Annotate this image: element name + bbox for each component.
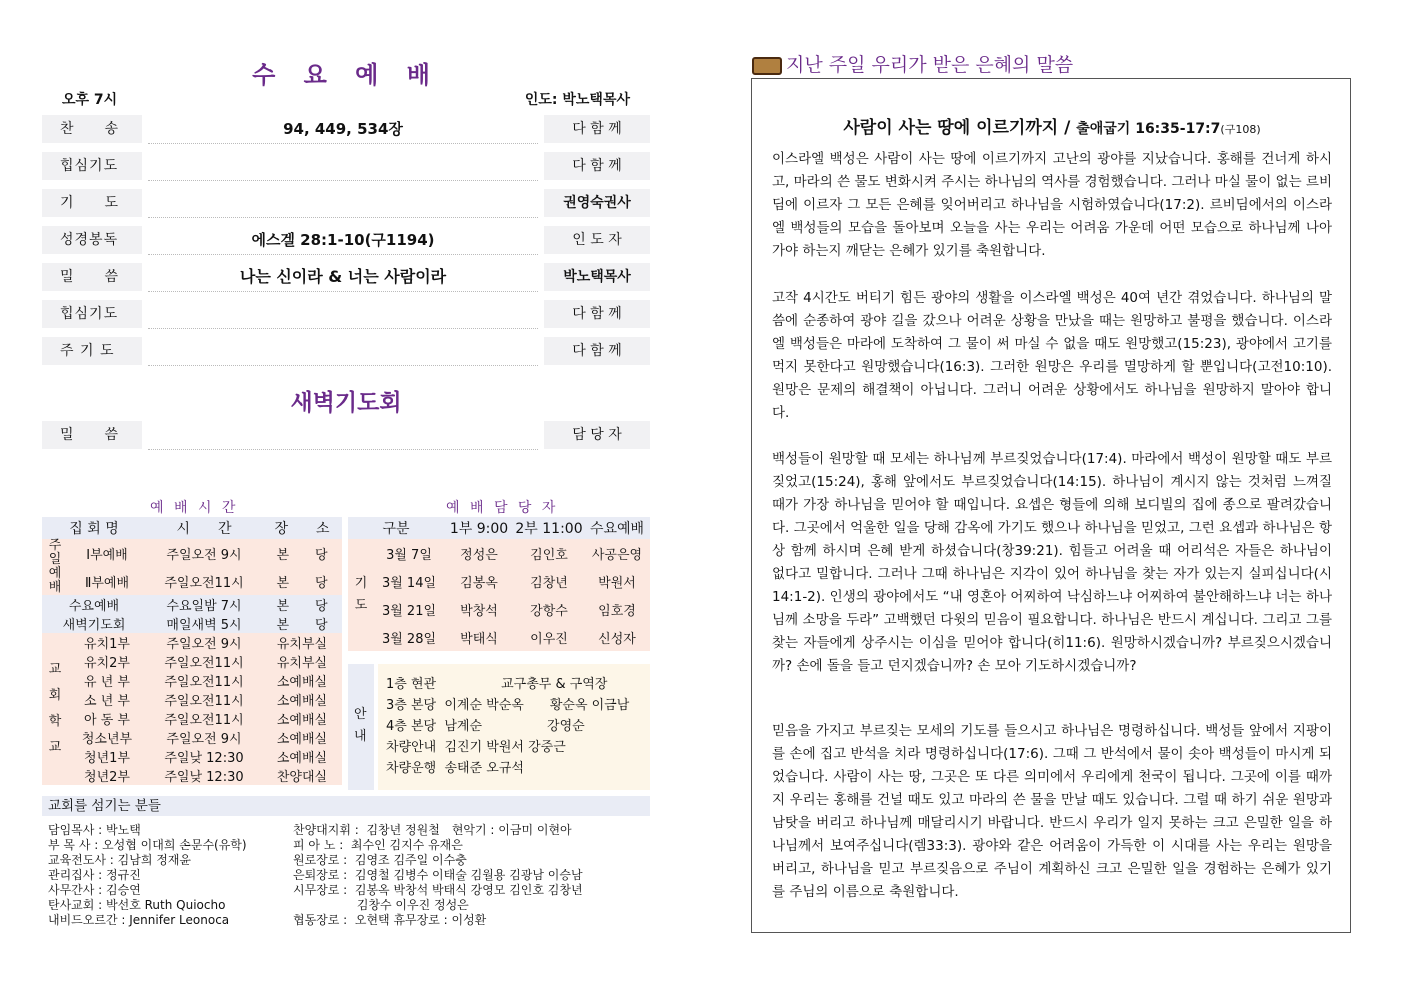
dawn-item-who: 담 당 자: [544, 421, 650, 449]
table-row: [348, 539, 650, 567]
table-cell: 김봉옥: [444, 567, 514, 595]
table-row: [42, 709, 342, 728]
order-item-name: 찬 송: [42, 115, 142, 143]
table-cell: 박태식: [444, 623, 514, 651]
schedule-table: [42, 517, 342, 785]
table-cell: 유치부실: [262, 652, 342, 671]
table-cell: 유치부실: [262, 633, 342, 652]
order-item-content: [148, 152, 538, 181]
order-item-content: [148, 337, 538, 366]
table-cell: 유치2부: [68, 652, 146, 671]
staff-line: 탄사교회 : 박선호 Ruth Quiocho: [48, 898, 226, 912]
table-header: 2부 11:00: [514, 517, 584, 539]
table-cell: 박창석: [444, 595, 514, 623]
table-cell: 소 년 부: [68, 690, 146, 709]
table-row: [42, 766, 342, 785]
table-row: [42, 614, 342, 633]
bible-icon: [752, 57, 782, 75]
staff-title: 교회를 섬기는 분들: [42, 796, 650, 816]
service-time: 오후 7시: [62, 92, 118, 108]
order-item-who: 권영숙권사: [544, 189, 650, 217]
staff-line: 시무장로 : 김봉옥 박창석 박태식 강영모 김인호 김창년: [293, 883, 583, 897]
table-cell: 청소년부: [68, 728, 146, 747]
sunday-label: 주일예배: [42, 539, 68, 595]
table-row: [348, 567, 650, 595]
order-item-name: 기 도: [42, 189, 142, 217]
table-cell: Ⅰ부예배: [68, 539, 146, 567]
service-leader: 인도: 박노택목사: [524, 92, 630, 108]
sermon-paragraph: 백성들이 원망할 때 모세는 하나님께 부르짖었습니다(17:4). 마라에서 백성이 원망할 때도 부르짖었고(15:24), 홍해 앞에서도 부르짖었습니다(14:15). 하나님이 계시지 않는 것처럼 느껴질 때가 가장 하나님을 믿어야 할 때입니다. 요셉은 형들에 의해 보디빌의 집에 종으로 팔려갔습니다. 그곳에서 억울한 일을 당해 감옥에 가기도 했으나 하나님을 믿었고, 그런 요셉과 하나님은 항상 함께 하시며 은혜 받게 하셨습니다(창39:21). 힘들고 어려울 때 어리석은 자들은 하나님이 없다고 밀합니다. 그러나 그때 하나님은 지각이 있어 하나님을 찾는 자가 있는지 실피십니다(시14:1-2). 인생의 광야에서도 “내 영혼아 어찌하여 낙심하느냐 어찌하여 불안해하느냐 너는 하나님께 소망을 두라” 고백했던 다윗의 믿음이 필요합니다. 하나님은 반드시 계십니다. 그리고 그를 찾는 자들에게 상주시는 이심을 믿어야 합니다(히11:6). 원망하시겠습니까? 부르짖으시겠습니까? 손에 돌을 들고 던지겠습니까? 손 모아 기도하시겠습니까?: [772, 451, 1332, 674]
order-row: [42, 115, 650, 143]
table-cell: 신성자: [584, 623, 650, 651]
table-row: [42, 728, 342, 747]
table-header: 구분: [348, 517, 444, 539]
table-row: [42, 671, 342, 690]
table-cell: 유 년 부: [68, 671, 146, 690]
table-cell: Ⅱ부예배: [68, 567, 146, 595]
sermon-reference: 출애굽기 16:35-17:7: [1076, 121, 1221, 137]
table-cell: 주일오전 9시: [146, 539, 262, 567]
table-cell: 정성은: [444, 539, 514, 567]
table-row: [42, 595, 342, 614]
prayer-label: 기도: [348, 539, 374, 651]
order-item-name: 밀 씀: [42, 263, 142, 291]
table-row: [348, 623, 650, 651]
table-cell: 소예배실: [262, 747, 342, 766]
order-item-content: 에스겔 28:1-10(구1194): [148, 226, 538, 255]
sermon-paragraph: 고작 4시간도 버티기 힘든 광야의 생활을 이스라엘 백성은 40여 년간 겪었습니다. 하나님의 말씀에 순종하여 광야 길을 갔으나 어려운 상황을 만났을 때는 원망하고 불평을 했습니다. 이스라엘 백성들은 마라에 도착하여 그 물이 써 마실 수 없을 때도 원망했고(15:23), 광야에서 고기를 먹지 못한다고 원망했습니다(16:3). 그러한 원망은 우리를 멸망하게 할 뿐입니다(고전10:10). 원망은 문제의 해결책이 아닙니다. 그러니 어려운 상황에서도 하나님을 원망하지 말아야 합니다.: [772, 290, 1332, 421]
dawn-item-name: 밀 씀: [42, 421, 142, 449]
order-item-content: [148, 189, 538, 218]
table-cell: 소예배실: [262, 690, 342, 709]
table-cell: 수요예배: [42, 595, 146, 614]
guide-line: 1층 현관 교구총무 & 구역장: [386, 677, 608, 692]
table-header: 1부 9:00: [444, 517, 514, 539]
table-header: 집 회 명: [42, 517, 146, 539]
guide-line: 3층 본당 이계순 박순옥 황순옥 이금남: [386, 698, 630, 713]
table-row: [42, 567, 342, 595]
staff-line: 내비드오르간 : Jennifer Leonoca: [48, 913, 230, 927]
table-row: [348, 517, 650, 539]
table-cell: 김창년: [514, 567, 584, 595]
table-cell: 청년1부: [68, 747, 146, 766]
order-row: [42, 300, 650, 328]
dawn-prayer-title: 새벽기도회: [290, 390, 402, 416]
sermon-title-text: 사람이 사는 땅에 이르기까지 /: [843, 118, 1077, 138]
guide-line: 차량안내 김진기 박원서 강중근: [386, 740, 566, 755]
staff-line: 교육전도사 : 김남희 정재윤: [48, 853, 191, 867]
table-cell: 매일새벽 5시: [146, 614, 262, 633]
table-cell: 주일오전11시: [146, 690, 262, 709]
table-cell: 3월 7일: [374, 539, 444, 567]
order-item-who: 다 함 께: [544, 115, 650, 143]
table-cell: 주일오전 9시: [146, 633, 262, 652]
table-cell: 주일낮 12:30: [146, 747, 262, 766]
staff-right-list: [293, 823, 583, 928]
order-item-who: 다 함 께: [544, 300, 650, 328]
table-header: 수요예배: [584, 517, 650, 539]
table-cell: 유치1부: [68, 633, 146, 652]
table-header: 장 소: [262, 517, 342, 539]
order-item-name: 힙심기도: [42, 152, 142, 180]
table-cell: 임호경: [584, 595, 650, 623]
order-item-who: 박노택목사: [544, 263, 650, 291]
order-item-content: 94, 449, 534장: [148, 115, 538, 144]
staff-line: 담임목사 : 박노택: [48, 823, 141, 837]
table-row: [42, 517, 342, 539]
dawn-row: [42, 421, 650, 449]
staff-line: 관리집사 : 정규진: [48, 868, 141, 882]
order-row: [42, 263, 650, 291]
staff-line: 부 목 사 : 오성협 이대희 손문수(유학): [48, 838, 247, 852]
table-cell: 소예배실: [262, 728, 342, 747]
table-row: [42, 652, 342, 671]
table-cell: 박원서: [584, 567, 650, 595]
guide-line: 4층 본당 남계순 강영순: [386, 719, 585, 734]
table-row: [348, 595, 650, 623]
table-row: [42, 633, 342, 652]
guide-box: [348, 664, 650, 790]
table-cell: 주일낮 12:30: [146, 766, 262, 785]
staff-line: 원로장로 : 김영조 김주일 이수충: [293, 853, 467, 867]
dawn-item-content: [148, 421, 538, 450]
table-cell: 김인호: [514, 539, 584, 567]
table-cell: 새벽기도회: [42, 614, 146, 633]
staff-left-list: [48, 823, 247, 928]
table-cell: 주일오전11시: [146, 567, 262, 595]
order-row: [42, 189, 650, 217]
order-item-content: [148, 300, 538, 329]
order-item-name: 성경봉독: [42, 226, 142, 254]
table-cell: 주일오전11시: [146, 671, 262, 690]
sermon-paragraph: 믿음을 가지고 부르짖는 모세의 기도를 들으시고 하나님은 명령하십니다. 백성들 앞에서 지팡이를 손에 집고 반석을 치라 명령하십니다(17:6). 그때 그 반석에서 물이 솟아 백성들이 마시게 되었습니다. 사람이 사는 땅, 그곳은 또 다른 의미에서 우리에게 천국이 됩니다. 그곳에 이를 때까지 우리는 홍해를 건널 때도 있고 마라의 쓴 물을 만날 때도 있습니다. 그럴 때 하기 쉬운 원망과 남탓을 버리고 하나님께 매달리시기 바랍니다. 반드시 우리가 일지 못하는 크고 은밀한 일을 하나님께서 보여주십니다(렘33:3). 광야와 같은 어려움이 가득한 이 시대를 사는 우리는 원망을 버리고, 하나님을 믿고 부르짖음으로 주님이 계획하신 크고 은밀한 일을 경험하는 은혜가 있기를 주님의 이름으로 축원합니다.: [772, 723, 1332, 900]
sermon-header-text: 지난 주일 우리가 받은 은혜의 말씀: [786, 54, 1074, 76]
table-cell: 본 당: [262, 567, 342, 595]
order-row: [42, 152, 650, 180]
table-cell: 강항수: [514, 595, 584, 623]
duty-title: 예 배 담 당 자: [446, 500, 559, 516]
order-item-content: 나는 신이라 & 너는 사람이라: [148, 263, 538, 292]
school-label: 교회학교: [42, 633, 68, 785]
staff-line: 피 아 노 : 최수인 김지수 유재은: [293, 838, 463, 852]
table-row: [42, 539, 342, 567]
schedule-title: 예 배 시 간: [150, 500, 239, 516]
table-cell: 본 당: [262, 539, 342, 567]
table-header: 시 간: [146, 517, 262, 539]
duty-table: [348, 517, 650, 651]
table-cell: 사공은영: [584, 539, 650, 567]
sermon-header: [752, 50, 1073, 77]
table-cell: 3월 28일: [374, 623, 444, 651]
table-cell: 찬양대실: [262, 766, 342, 785]
order-row: [42, 337, 650, 365]
table-cell: 수요일밤 7시: [146, 595, 262, 614]
guide-label-text: 안내: [354, 707, 367, 744]
sermon-title: [752, 113, 1352, 138]
table-cell: 주일오전11시: [146, 652, 262, 671]
table-row: [42, 690, 342, 709]
table-cell: 소예배실: [262, 709, 342, 728]
order-item-who: 인 도 자: [544, 226, 650, 254]
staff-line: 김창수 이우진 정성은: [293, 898, 469, 912]
staff-line: 협동장로 : 오현택 휴무장로 : 이성환: [293, 913, 487, 927]
table-row: [42, 747, 342, 766]
table-cell: 청년2부: [68, 766, 146, 785]
order-item-name: 주 기 도: [42, 337, 142, 365]
guide-line: 차량운행 송태준 오규석: [386, 761, 524, 776]
sermon-reference-sub: (구108): [1220, 123, 1261, 136]
order-item-who: 다 함 께: [544, 152, 650, 180]
order-item-who: 다 함 께: [544, 337, 650, 365]
staff-line: 사무간사 : 김승연: [48, 883, 141, 897]
table-cell: 소예배실: [262, 671, 342, 690]
table-cell: 이우진: [514, 623, 584, 651]
sermon-paragraph: 이스라엘 백성은 사람이 사는 땅에 이르기까지 고난의 광야를 지났습니다. 홍해를 건너게 하시고, 마라의 쓴 물도 변화시켜 주시는 하나님의 역사를 경험했습니다. 그러나 마실 물이 없는 르비딤에 이르자 그 모든 은혜를 잊어버리고 하나님을 시험하였습니다(17:2). 르비딤에서의 이스라엘 백성들의 모습을 돌아보며 오늘을 사는 우리는 어려움 가운데 어떤 모습으로 하나님께 나아가야 하는지 깨닫는 은혜가 있기를 축원합니다.: [772, 151, 1332, 259]
table-cell: 본 당: [262, 614, 342, 633]
table-cell: 주일오전 9시: [146, 728, 262, 747]
table-cell: 아 동 부: [68, 709, 146, 728]
staff-line: 은퇴장로 : 김영철 김병수 이태술 김월용 김광남 이승남: [293, 868, 583, 882]
wednesday-service-title: 수 요 예 배: [252, 61, 440, 89]
table-cell: 주일오전11시: [146, 709, 262, 728]
table-cell: 3월 14일: [374, 567, 444, 595]
table-cell: 3월 21일: [374, 595, 444, 623]
order-row: [42, 226, 650, 254]
order-item-name: 힙심기도: [42, 300, 142, 328]
staff-line: 찬양대지휘 : 김창년 정원철 현악기 : 이금미 이현아: [293, 823, 572, 837]
table-cell: 본 당: [262, 595, 342, 614]
